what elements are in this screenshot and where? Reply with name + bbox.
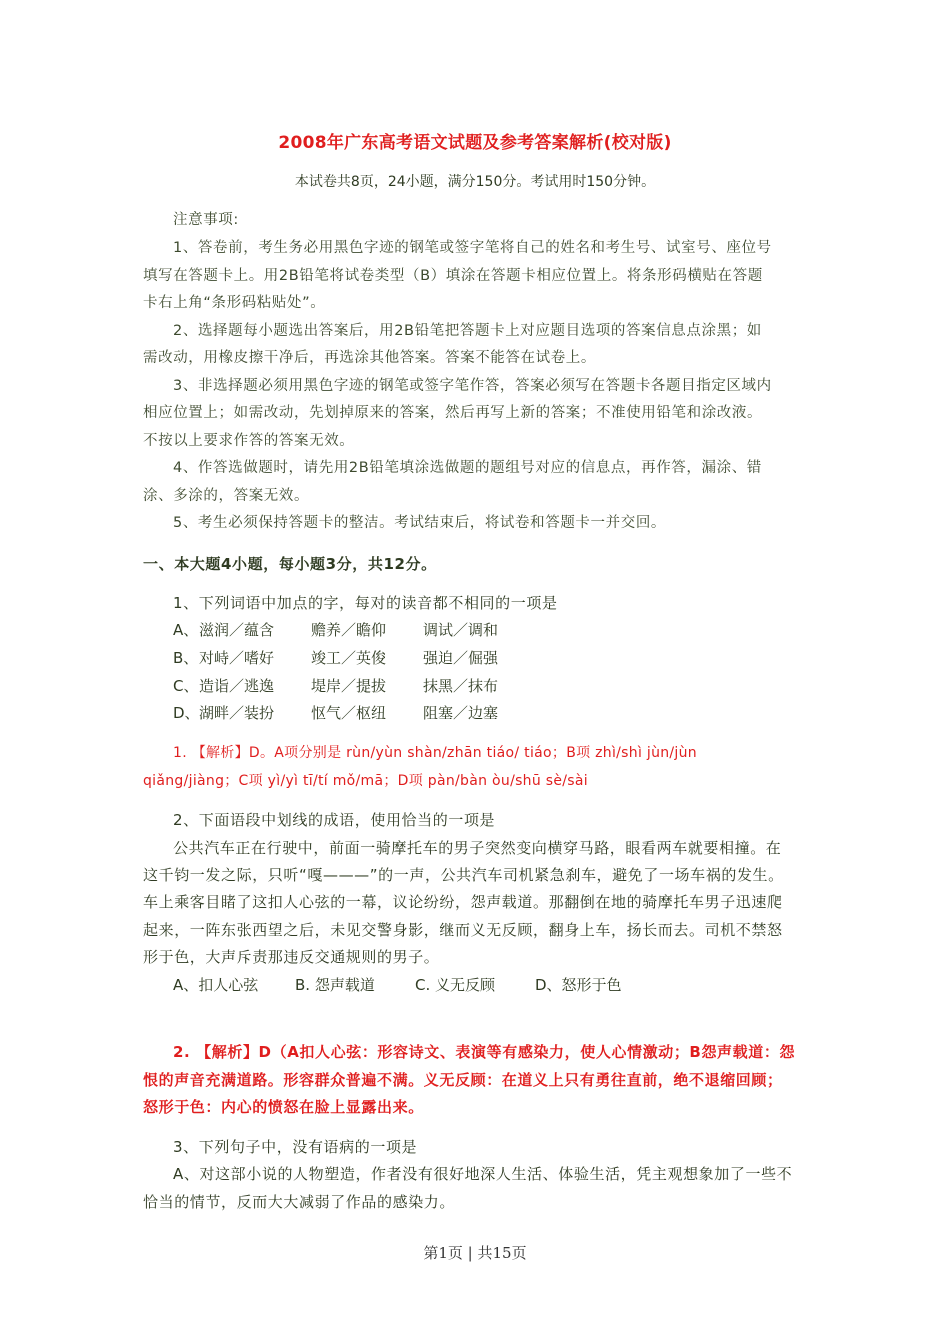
q2-analysis-line-2: 恨的声音充满道路。形容群众普遍不满。义无反顾：在道义上只有勇往直前，绝不退缩回顾； — [143, 1071, 783, 1089]
q2-option-c: C. 义无反顾 — [415, 976, 496, 994]
q2-passage-line-4: 起来，一阵东张西望之后，未见交警身影，继而义无反顾，翻身上车，扬长而去。司机不禁怒 — [143, 921, 783, 939]
option-label: B、 — [173, 649, 199, 667]
note-2-line-2: 需改动，用橡皮擦干净后，再选涂其他答案。答案不能答在试卷上。 — [143, 350, 596, 366]
q3-option-a-line-2: 恰当的情节，反而大大减弱了作品的感染力。 — [143, 1193, 456, 1211]
note-1-line-1: 1、答卷前，考生务必用黑色字迹的钢笔或签字笔将自己的姓名和考生号、试室号、座位号 — [173, 240, 772, 256]
note-3-line-1: 3、非选择题必须用黑色字迹的钢笔或签字笔作答，答案必须写在答题卡各题目指定区域内 — [173, 378, 772, 394]
note-5-line-1: 5、考生必须保持答题卡的整洁。考试结束后，将试卷和答题卡一并交回。 — [173, 515, 667, 531]
q1-stem: 1、下列词语中加点的字，每对的读音都不相同的一项是 — [173, 594, 558, 612]
q2-passage-line-5: 形于色，大声斥责那违反交通规则的男子。 — [143, 948, 440, 966]
q2-option-a: A、扣人心弦 — [173, 976, 259, 994]
word-pair: 阻塞／边塞 — [423, 704, 499, 722]
note-2-line-1: 2、选择题每小题选出答案后，用2B铅笔把答题卡上对应题目选项的答案信息点涂黑；如 — [173, 323, 762, 339]
q2-passage-line-2: 这千钧一发之际，只听“嘎———”的一声，公共汽车司机紧急刹车，避免了一场车祸的发生。 — [143, 866, 784, 884]
q1-analysis-line-2: qiǎng/jiàng；C项 yì/yì tī/tí mǒ/mā；D项 pàn/bàn òu/shū sè/sài — [143, 773, 588, 789]
word-pair: 滋润／蕴含 — [199, 621, 275, 639]
option-label: A、 — [173, 621, 199, 639]
page-footer: 第1页 | 共15页 — [423, 1244, 527, 1262]
q2-analysis-line-3: 怒形于色：内心的愤怒在脸上显露出来。 — [143, 1098, 424, 1116]
q3-option-a-line-1: A、对这部小说的人物塑造，作者没有很好地深人生活、体验生活，凭主观想象加了一些不 — [173, 1165, 793, 1183]
word-pair: 强迫／倔强 — [423, 649, 499, 667]
notes-heading: 注意事项: — [173, 212, 239, 228]
note-3-line-3: 不按以上要求作答的答案无效。 — [143, 433, 355, 449]
q2-analysis-line-1: 2. 【解析】D（A扣人心弦：形容诗文、表演等有感染力，使人心情激动；B怨声载道：怨 — [173, 1043, 796, 1061]
q3-stem: 3、下列句子中，没有语病的一项是 — [173, 1138, 418, 1156]
word-pair: 造诣／逃逸 — [199, 677, 275, 695]
note-1-line-3: 卡右上角“条形码粘贴处”。 — [143, 295, 326, 311]
note-4-line-2: 涂、多涂的，答案无效。 — [143, 488, 310, 504]
word-pair: 湖畔／装扮 — [199, 704, 275, 722]
word-pair: 赡养／瞻仰 — [311, 621, 387, 639]
option-label: C、 — [173, 677, 199, 695]
option-label: D、 — [173, 704, 200, 722]
word-pair: 调试／调和 — [423, 621, 499, 639]
q1-analysis-line-1: 1. 【解析】D。A项分别是 rùn/yùn shàn/zhān tiáo/ tiáo；B项 zhì/shì jùn/jùn — [173, 745, 697, 761]
word-pair: 堤岸／提拔 — [311, 677, 387, 695]
section-heading: 一、本大题4小题，每小题3分，共12分。 — [143, 555, 437, 573]
word-pair: 怄气／枢纽 — [311, 704, 387, 722]
word-pair: 对峙／嗜好 — [199, 649, 275, 667]
q2-passage-line-1: 公共汽车正在行驶中，前面一骑摩托车的男子突然变向横穿马路，眼看两车就要相撞。在 — [173, 839, 782, 857]
note-1-line-2: 填写在答题卡上。用2B铅笔将试卷类型（B）填涂在答题卡相应位置上。将条形码横贴在答题 — [143, 268, 763, 284]
q2-stem: 2、下面语段中划线的成语，使用恰当的一项是 — [173, 811, 496, 829]
note-3-line-2: 相应位置上；如需改动，先划掉原来的答案，然后再写上新的答案；不准使用铅笔和涂改液。 — [143, 405, 763, 421]
q2-passage-line-3: 车上乘客目睹了这扣人心弦的一幕，议论纷纷，怨声载道。那翻倒在地的骑摩托车男子迅速爬 — [143, 893, 783, 911]
document-subtitle: 本试卷共8页，24小题，满分150分。考试用时150分钟。 — [294, 174, 656, 190]
document-title: 2008年广东高考语文试题及参考答案解析(校对版) — [278, 133, 672, 153]
q2-option-b: B. 怨声载道 — [295, 976, 375, 994]
word-pair: 竣工／英俊 — [311, 649, 387, 667]
q2-option-d: D、怒形于色 — [535, 976, 622, 994]
note-4-line-1: 4、作答选做题时，请先用2B铅笔填涂选做题的题组号对应的信息点，再作答，漏涂、错 — [173, 460, 762, 476]
word-pair: 抹黑／抹布 — [423, 677, 499, 695]
